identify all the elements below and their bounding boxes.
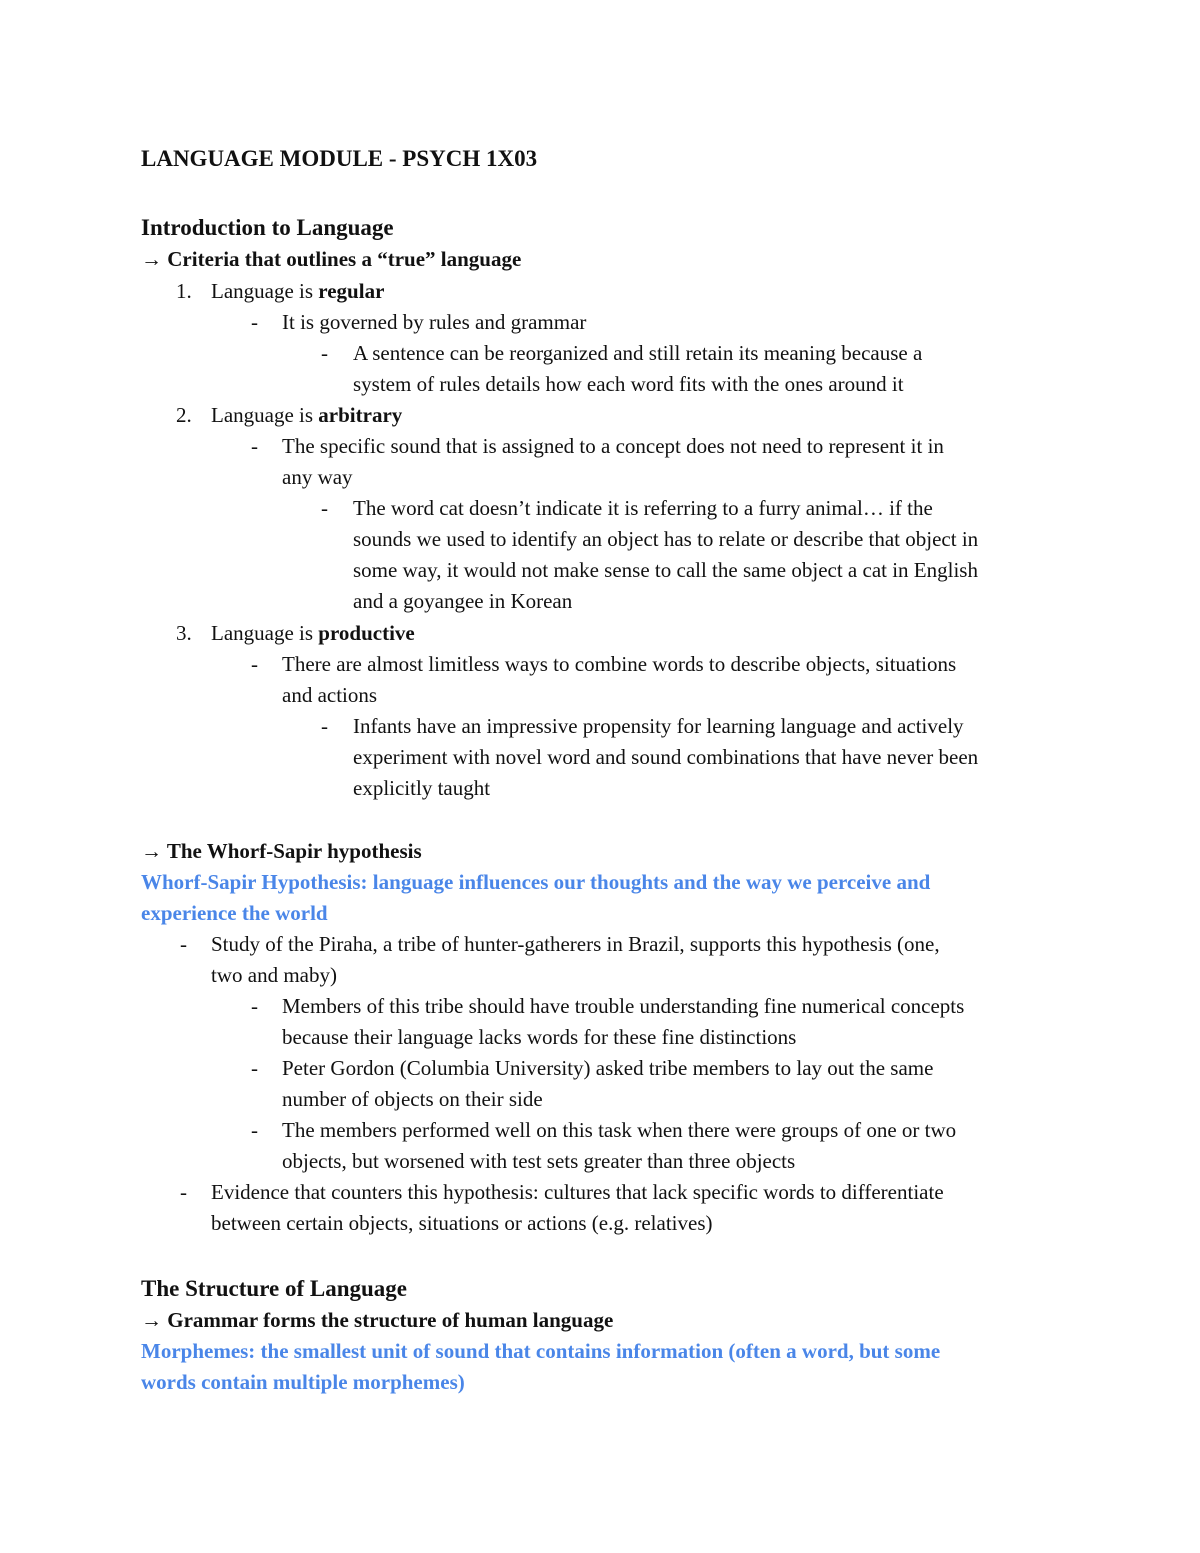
section-heading-introduction: Introduction to Language <box>141 215 394 240</box>
list-item-bold-term: regular <box>318 279 385 303</box>
bullet-text: sounds we used to identify an object has to relate or describe that object in <box>353 527 979 551</box>
list-number: 2. <box>176 403 192 427</box>
bullet-text: A sentence can be reorganized and still retain its meaning because a <box>353 341 923 365</box>
list-number: 3. <box>176 621 192 645</box>
bullet-dash: - <box>180 932 187 956</box>
bullet-text: There are almost limitless ways to combine words to describe objects, situations <box>282 652 957 676</box>
definition-morphemes: Morphemes: the smallest unit of sound that contains information (often a word, but some <box>141 1339 941 1363</box>
bullet-text: explicitly taught <box>353 776 491 800</box>
bullet-text: and actions <box>282 683 378 707</box>
bullet-text: system of rules details how each word fits with the ones around it <box>353 372 904 396</box>
bullet-text: Evidence that counters this hypothesis: cultures that lack specific words to differentiate <box>211 1180 944 1204</box>
definition-morphemes: words contain multiple morphemes) <box>141 1370 465 1394</box>
bullet-text: The members performed well on this task when there were groups of one or two <box>282 1118 957 1142</box>
bullet-text: The specific sound that is assigned to a concept does not need to represent it in <box>282 434 944 458</box>
bullet-dash: - <box>251 310 258 334</box>
bullet-text: between certain objects, situations or actions (e.g. relatives) <box>211 1211 713 1235</box>
list-item-arbitrary <box>211 400 402 431</box>
bullet-text: because their language lacks words for these fine distinctions <box>282 1025 797 1049</box>
bullet-dash: - <box>251 1056 258 1080</box>
list-item-productive <box>211 618 415 649</box>
list-item-regular <box>211 276 384 307</box>
bullet-text: Study of the Piraha, a tribe of hunter-gatherers in Brazil, supports this hypothesis (one, <box>211 932 940 956</box>
bullet-text: Peter Gordon (Columbia University) asked tribe members to lay out the same <box>282 1056 934 1080</box>
bullet-text: The word cat doesn’t indicate it is referring to a furry animal… if the <box>353 496 933 520</box>
list-item-bold-term: productive <box>318 621 415 645</box>
bullet-text: Infants have an impressive propensity for learning language and actively <box>353 714 964 738</box>
bullet-text: Members of this tribe should have trouble understanding fine numerical concepts <box>282 994 965 1018</box>
bullet-dash: - <box>321 496 328 520</box>
section-heading-structure: The Structure of Language <box>141 1276 407 1301</box>
list-item-text: Language is <box>211 279 319 303</box>
bullet-text: two and maby) <box>211 963 337 987</box>
bullet-dash: - <box>321 341 328 365</box>
bullet-text: objects, but worsened with test sets greater than three objects <box>282 1149 796 1173</box>
definition-whorf-sapir: Whorf-Sapir Hypothesis: language influences our thoughts and the way we perceive and <box>141 870 931 894</box>
bullet-text: and a goyangee in Korean <box>353 589 573 613</box>
list-item-text: Language is <box>211 621 319 645</box>
bullet-text: some way, it would not make sense to call the same object a cat in English <box>353 558 978 582</box>
bullet-dash: - <box>251 434 258 458</box>
list-number: 1. <box>176 279 192 303</box>
bullet-dash: - <box>251 994 258 1018</box>
list-item-text: Language is <box>211 403 319 427</box>
bullet-dash: - <box>251 652 258 676</box>
bullet-dash: - <box>251 1118 258 1142</box>
bullet-text: any way <box>282 465 353 489</box>
bullet-text: experiment with novel word and sound combinations that have never been <box>353 745 979 769</box>
page-title: LANGUAGE MODULE - PSYCH 1X03 <box>141 146 538 171</box>
list-item-bold-term: arbitrary <box>318 403 403 427</box>
bullet-text: It is governed by rules and grammar <box>282 310 587 334</box>
bullet-text: number of objects on their side <box>282 1087 543 1111</box>
definition-whorf-sapir: experience the world <box>141 901 328 925</box>
bullet-dash: - <box>321 714 328 738</box>
subheading-criteria: → Criteria that outlines a “true” language <box>141 247 522 271</box>
subheading-grammar: → Grammar forms the structure of human language <box>141 1308 614 1332</box>
subheading-whorf-sapir: → The Whorf-Sapir hypothesis <box>141 839 422 863</box>
bullet-dash: - <box>180 1180 187 1204</box>
